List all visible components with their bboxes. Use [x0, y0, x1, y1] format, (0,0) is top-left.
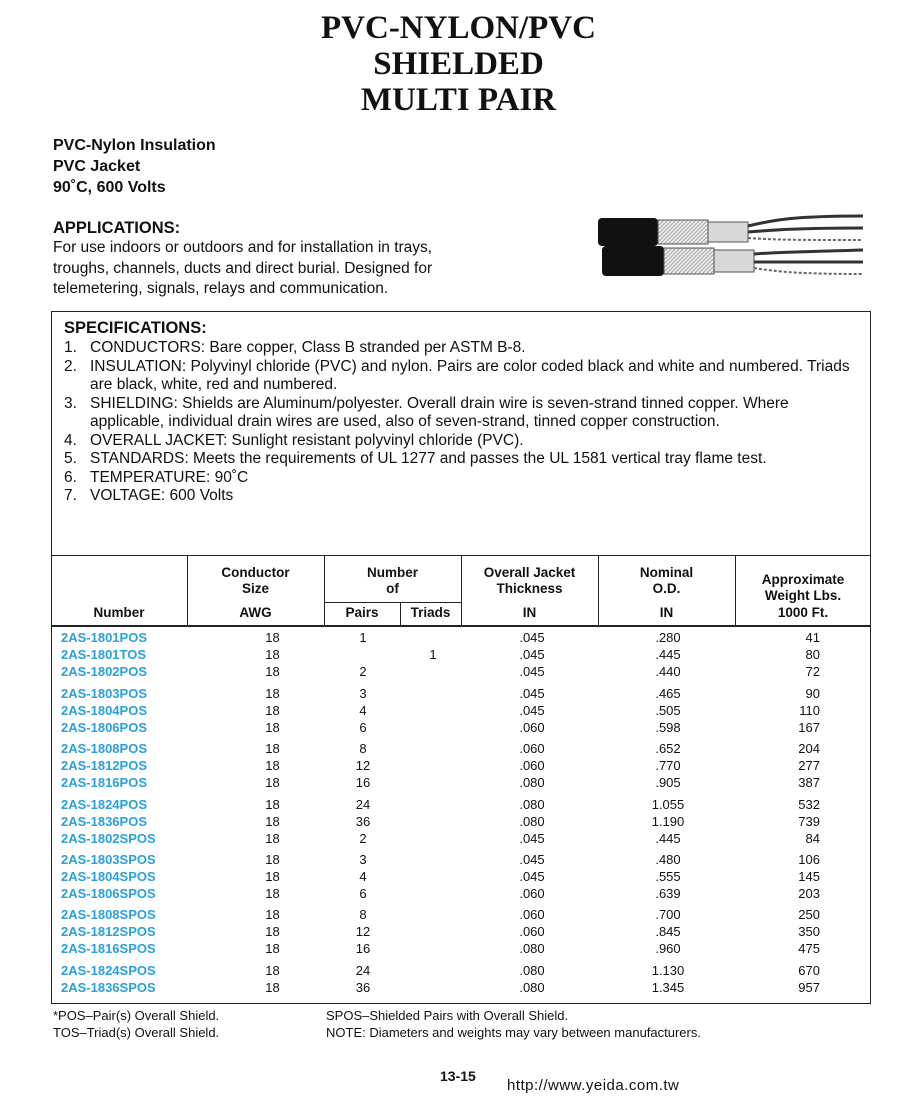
table-row: 2AS-1806POS 18 6 .060 .598 167	[61, 720, 820, 735]
spec-item: 6. TEMPERATURE: 90˚C	[64, 468, 249, 486]
table-row: 2AS-1812SPOS 18 12 .060 .845 350	[61, 924, 820, 939]
table-row: 2AS-1802POS 18 2 .045 .440 72	[61, 664, 820, 679]
header-awg: AWG	[239, 605, 272, 620]
table-row: 2AS-1802SPOS 18 2 .045 .445 84	[61, 831, 820, 846]
footnote-tos: TOS–Triad(s) Overall Shield.	[53, 1025, 220, 1040]
number-of-divider	[324, 602, 461, 603]
header-approximate: Approximate	[761, 572, 845, 587]
applications-line-1: For use indoors or outdoors and for installation in trays,	[53, 239, 433, 256]
cable-illustration	[598, 210, 868, 280]
table-row: 2AS-1803POS 18 3 .045 .465 90	[61, 686, 820, 701]
specifications-heading: SPECIFICATIONS:	[64, 319, 207, 337]
spec-item: 2. INSULATION: Polyvinyl chloride (PVC) and nylon. Pairs are color coded black and white and numbered. Triads are black, white, red and numbered.	[64, 357, 850, 393]
footnote-pos: *POS–Pair(s) Overall Shield.	[53, 1008, 220, 1023]
table-row: 2AS-1816SPOS 18 16 .080 .960 475	[61, 941, 820, 956]
subtitle-line-2: PVC Jacket	[53, 158, 141, 175]
spec-item: 7. VOLTAGE: 600 Volts	[64, 487, 234, 504]
header-weight: Weight Lbs.	[764, 588, 842, 603]
table-row: 2AS-1801TOS 18 1 .045 .445 80	[61, 647, 820, 662]
header-od-unit: IN	[659, 605, 674, 620]
table-row: 2AS-1806SPOS 18 6 .060 .639 203	[61, 886, 820, 901]
spec-item: 5. STANDARDS: Meets the requirements of UL 1277 and passes the UL 1581 vertical tray flame test.	[64, 450, 767, 467]
table-row: 2AS-1836SPOS 18 36 .080 1.345 957	[61, 980, 820, 995]
applications-heading: APPLICATIONS:	[53, 219, 181, 237]
header-1000ft: 1000 Ft.	[777, 605, 829, 620]
table-row: 2AS-1804POS 18 4 .045 .505 110	[61, 703, 820, 718]
header-jacket: Overall Jacket	[483, 565, 576, 580]
table-row: 2AS-1801POS 18 1 .045 .280 41	[61, 630, 820, 645]
table-row: 2AS-1808POS 18 8 .060 .652 204	[61, 741, 820, 756]
applications-line-3: telemetering, signals, relays and communication.	[53, 280, 389, 297]
applications-text	[53, 238, 553, 300]
header-od: O.D.	[652, 581, 681, 596]
specifications-list	[64, 339, 854, 506]
table-row: 2AS-1824SPOS 18 24 .080 1.130 670	[61, 963, 820, 978]
header-number-of: Number	[366, 565, 418, 580]
table-row: 2AS-1808SPOS 18 8 .060 .700 250	[61, 907, 820, 922]
table-row: 2AS-1816POS 18 16 .080 .905 387	[61, 775, 820, 790]
table-header-bottom-border	[51, 625, 871, 627]
header-number: Number	[93, 605, 145, 620]
table-row: 2AS-1803SPOS 18 3 .045 .480 106	[61, 852, 820, 867]
subtitle-line-3: 90˚C, 600 Volts	[53, 179, 166, 196]
spec-item: 1. CONDUCTORS: Bare copper, Class B stranded per ASTM B-8.	[64, 339, 526, 356]
page-title	[0, 10, 917, 118]
title-line-1: PVC-NYLON/PVC	[321, 10, 596, 46]
header-of: of	[386, 581, 399, 596]
spec-item: 3. SHIELDING: Shields are Aluminum/polyester. Overall drain wire is seven-strand tinned copper. Where applicable, individual drain wires are used, also of seven-strand, tinned copper construction.	[64, 394, 789, 430]
table-row: 2AS-1824POS 18 24 .080 1.055 532	[61, 797, 820, 812]
title-line-2: SHIELDED	[373, 46, 544, 82]
header-conductor: Conductor	[221, 565, 290, 580]
table-row: 2AS-1804SPOS 18 4 .045 .555 145	[61, 869, 820, 884]
header-size: Size	[241, 581, 269, 596]
header-triads: Triads	[410, 605, 451, 620]
table-row: 2AS-1836POS 18 36 .080 1.190 739	[61, 814, 820, 829]
footnote-note: NOTE: Diameters and weights may vary between manufacturers.	[326, 1025, 701, 1040]
spec-item: 4. OVERALL JACKET: Sunlight resistant polyvinyl chloride (PVC).	[64, 431, 524, 449]
header-pairs: Pairs	[345, 605, 379, 620]
title-line-3: MULTI PAIR	[360, 82, 557, 118]
website-url[interactable]: http://www.yeida.com.tw	[507, 1077, 680, 1094]
page-number: 13-15	[440, 1068, 476, 1084]
applications-line-2: troughs, channels, ducts and direct burial. Designed for	[53, 259, 433, 277]
subtitle-line-1: PVC-Nylon Insulation	[53, 137, 216, 154]
product-subtitle	[53, 135, 216, 198]
header-jacket-unit: IN	[522, 605, 537, 620]
table-row: 2AS-1812POS 18 12 .060 .770 277	[61, 758, 820, 773]
footnote-spos: SPOS–Shielded Pairs with Overall Shield.	[326, 1008, 569, 1023]
header-thickness: Thickness	[496, 581, 563, 596]
header-nominal: Nominal	[639, 565, 694, 580]
